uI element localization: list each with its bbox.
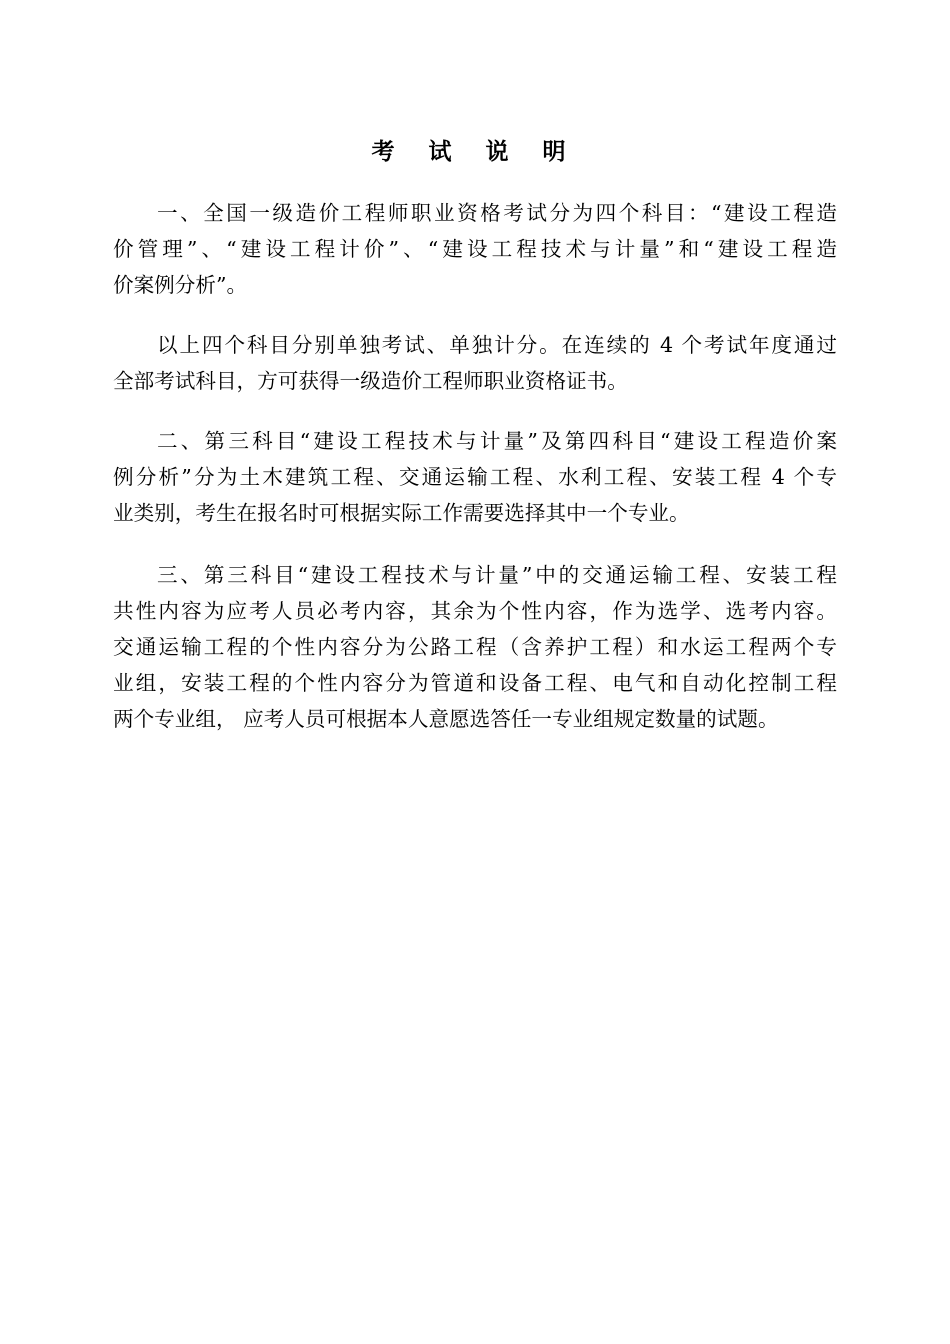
paragraph-2-line-1: 以上四个科目分别单独考试、单独计分。在连续的 4 个考试年度通过 bbox=[157, 333, 837, 357]
paragraph-2-line-2: 全部考试科目，方可获得一级造价工程师职业资格证书。 bbox=[113, 369, 628, 393]
paragraph-3-line-3: 业类别，考生在报名时可根据实际工作需要选择其中一个专业。 bbox=[113, 501, 690, 525]
paragraph-4-line-2: 共性内容为应考人员必考内容，其余为个性内容，作为选学、选考内容。 bbox=[113, 599, 837, 623]
paragraph-2 bbox=[113, 327, 837, 399]
paragraph-1-line-3: 价案例分析”。 bbox=[113, 273, 248, 297]
page-title: 考 试 说 明 bbox=[371, 138, 579, 165]
paragraph-1-line-1: 一、全国一级造价工程师职业资格考试分为四个科目：“建设工程造 bbox=[157, 201, 837, 225]
paragraph-1 bbox=[113, 195, 837, 303]
paragraph-3-line-1: 二、第三科目“建设工程技术与计量”及第四科目“建设工程造价案 bbox=[157, 429, 837, 453]
paragraph-4-line-3: 交通运输工程的个性内容分为公路工程（含养护工程）和水运工程两个专 bbox=[113, 635, 837, 659]
paragraph-1-line-2: 价管理”、“建设工程计价”、“建设工程技术与计量”和“建设工程造 bbox=[113, 237, 837, 261]
paragraph-4 bbox=[113, 557, 837, 737]
paragraph-4-line-1: 三、第三科目“建设工程技术与计量”中的交通运输工程、安装工程 bbox=[157, 563, 837, 587]
paragraph-3 bbox=[113, 423, 837, 531]
paragraph-4-line-4: 业组，安装工程的个性内容分为管道和设备工程、电气和自动化控制工程 bbox=[113, 671, 837, 695]
paragraph-3-line-2: 例分析”分为土木建筑工程、交通运输工程、水利工程、安装工程 4 个专 bbox=[113, 465, 837, 489]
paragraph-4-line-5: 两个专业组， 应考人员可根据本人意愿选答任一专业组规定数量的试题。 bbox=[113, 707, 779, 731]
